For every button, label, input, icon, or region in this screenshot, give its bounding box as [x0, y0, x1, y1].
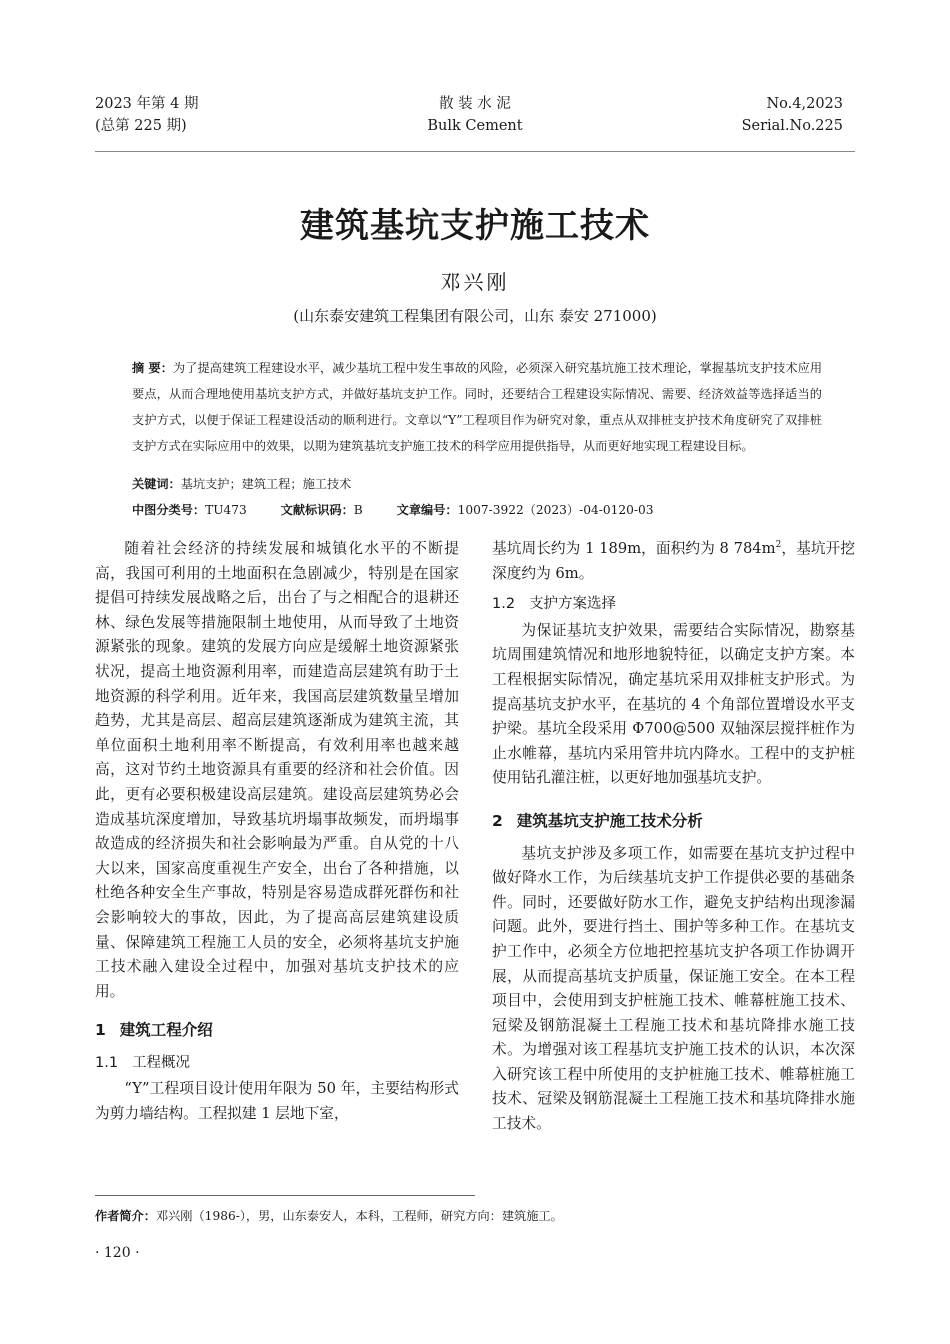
section-heading-2: [492, 809, 855, 834]
keywords: [132, 474, 822, 494]
article-number-value: 1007-3922（2023）-04-0120-03: [457, 503, 654, 517]
project-overview-paragraph: “Y”工程项目设计使用年限为 50 年，主要结构形式为剪力墙结构。工程拟建 1 层地下室，: [95, 1080, 459, 1123]
intro-paragraph: 随着社会经济的持续发展和城镇化水平的不断提高，我国可利用的土地面积在急剧减少，特别是在国家提倡可持续发展战略之后，出台了与之相配合的退耕还林、绿色发展等措施限制土地使用，从而导致了土地资源紧张的现象。建筑的发展方向应是缓解土地资源紧张状况，提高土地资源利用率，而建造高层建筑有助于土地资源的科学利用。近年来，我国高层建筑数量呈增加趋势，尤其是高层、超高层建筑逐渐成为建筑主流，其单位面积土地利用率不断提高，有效利用率也越来越高，这对节约土地资源具有重要的经济和社会价值。因此，更有必要积极建设高层建筑。建设高层建筑势必会造成基坑深度增加，导致基坑坍塌事故频发，而坍塌事故造成的经济损失和社会影响最为严重。自从党的十八大以来，国家高度重视生产安全，出台了各种措施，以杜绝各种安全生产事故，特别是容易造成群死群伤和社会影响较大的事故，因此，为了提高高层建筑建设质量、保障建筑工程施工人员的安全，必须将基坑支护施工技术融入建设全过程中，加强对基坑支护技术的应用。: [95, 540, 459, 1000]
abstract-text: 为了提高建筑工程建设水平，减少基坑工程中发生事故的风险，必须深入研究基坑施工技术理论，掌握基坑支护技术应用要点，从而合理地使用基坑支护方式，并做好基坑支护工作。同时，还要结合工程建设实际情况、需要、经济效益等选择适当的支护方式，以便于保证工程建设活动的顺利进行。文章以“Y”工程项目作为研究对象，重点从双排桩支护技术角度研究了双排桩支护方式在实际应用中的效果，以期为建筑基坑支护施工技术的科学应用提供指导，从而更好地实现工程建设目标。: [132, 361, 823, 453]
footnote-divider: [95, 1195, 475, 1196]
issue-number-en: No.4,2023: [766, 96, 843, 112]
author-bio-text: 邓兴刚（1986-），男，山东泰安人，本科，工程师，研究方向：建筑施工。: [155, 1209, 563, 1223]
author-bio-label: 作者简介：: [95, 1209, 156, 1223]
author-bio-footnote: [95, 1206, 563, 1226]
project-overview-continued: [492, 537, 855, 586]
author-affiliation: (山东泰安建筑工程集团有限公司，山东 泰安 271000): [293, 307, 657, 325]
support-scheme-paragraph: 为保证基坑支护效果，需要结合实际情况，勘察基坑周围建筑情况和地形地貌特征，以确定支护方案。本工程根据实际情况，确定基坑采用双排桩支护形式。为提高基坑支护水平，在基坑的 4 个角部位置增设水平支护梁。基坑全段采用 Φ700@500 双轴深层搅拌桩作为止水帷幕，基坑内采用管井坑内降水。工程中的支护桩使用钻孔灌注桩，以更好地加强基坑支护。: [492, 621, 855, 787]
section-heading-1: [95, 1018, 459, 1043]
subsection-heading-1-1: [95, 1051, 459, 1076]
overview-text-a: 基坑周长约为 1 189m，面积约为 8 784m: [492, 540, 776, 557]
section-title: 建筑工程介绍: [119, 1021, 213, 1040]
clc-label: 中图分类号：: [132, 503, 206, 517]
keywords-text: 基坑支护；建筑工程；施工技术: [180, 477, 352, 491]
technique-analysis-paragraph: 基坑支护涉及多项工作，如需要在基坑支护过程中做好降水工作，为后续基坑支护工作提供必要的基础条件。同时，还要做好防水工作，避免支护结构出现渗漏问题。此外，要进行挡土、围护等多种工作。在基坑支护工作中，必须全方位地把控基坑支护各项工作协调开展，从而提高基坑支护质量，保证施工安全。在本工程项目中，会使用到支护桩施工技术、帷幕桩施工技术、冠梁及钢筋混凝土工程施工技术和基坑降排水施工技术。为增强对该工程基坑支护施工技术的认识，本次深入研究该工程中所使用的支护桩施工技术、帷幕桩施工技术、冠梁及钢筋混凝土工程施工技术和基坑降排水施工技术。: [492, 844, 855, 1133]
superscript: 2: [775, 540, 782, 551]
header-divider: [95, 151, 855, 152]
subsection-title: 支护方案选择: [529, 596, 617, 613]
author-name: 邓兴刚: [440, 270, 510, 294]
left-column: [95, 537, 459, 1127]
subsection-number: 1.2: [492, 596, 516, 613]
overview-text-b: ，基坑开挖深度约为 6m。: [492, 540, 855, 582]
subsection-heading-1-2: [492, 592, 855, 617]
paper-title: 建筑基坑支护施工技术: [300, 206, 650, 246]
journal-issue-info-en: [742, 93, 843, 137]
doc-code-value: B: [353, 503, 363, 517]
keywords-label: 关键词：: [132, 477, 181, 491]
serial-issue-en: Serial.No.225: [741, 118, 843, 134]
right-column: [492, 537, 855, 1137]
section-number: 1: [95, 1021, 106, 1040]
section-title: 建筑基坑支护施工技术分析: [516, 811, 703, 830]
clc-value: TU473: [205, 503, 247, 517]
doc-code-label: 文献标识码：: [280, 503, 354, 517]
abstract: [132, 355, 822, 459]
journal-name-cn: 散 装 水 泥: [439, 96, 511, 112]
section-number: 2: [492, 811, 503, 830]
serial-issue: (总第 225 期): [95, 118, 187, 134]
journal-name-en: Bulk Cement: [427, 118, 523, 134]
article-number-label: 文章编号：: [396, 503, 458, 517]
classification-info: [132, 500, 822, 520]
subsection-title: 工程概况: [132, 1054, 191, 1071]
subsection-number: 1.1: [95, 1054, 119, 1071]
page-number: · 120 ·: [95, 1245, 140, 1261]
abstract-label: 摘 要：: [132, 361, 174, 375]
issue-number: 2023 年第 4 期: [95, 96, 199, 112]
